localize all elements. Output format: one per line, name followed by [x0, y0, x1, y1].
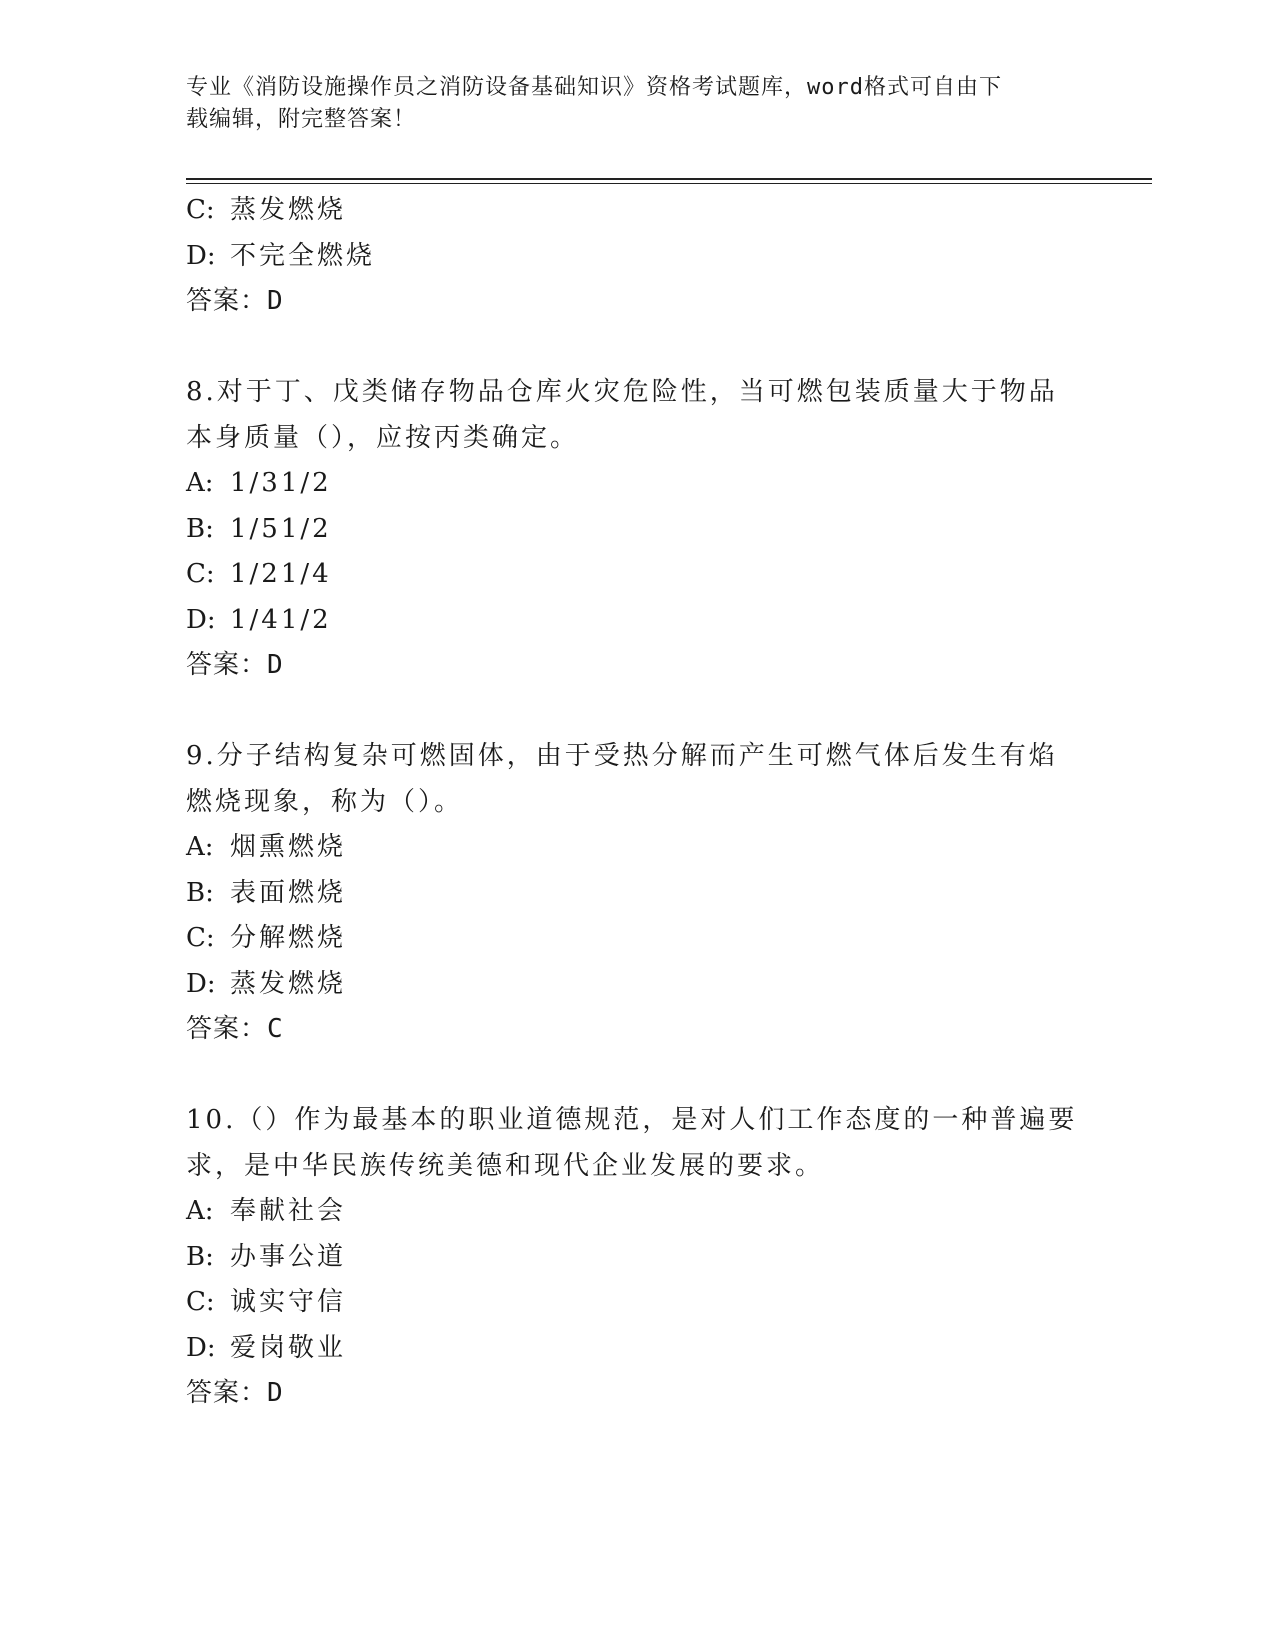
question-10 [186, 1098, 1086, 1417]
answer-line [186, 643, 1086, 689]
option-a [186, 461, 1086, 507]
option-label: D: [186, 604, 216, 635]
question-stem-line: 8.对于丁、戊类储存物品仓库火灾危险性，当可燃包装质量大于物品 [186, 377, 1058, 407]
answer-label: 答案： [186, 1014, 268, 1044]
option-label: D: [186, 240, 216, 271]
option-b [186, 507, 1086, 553]
question-content [186, 188, 1086, 1417]
option-text: 1/21/4 [230, 559, 332, 589]
answer-label: 答案： [186, 650, 268, 680]
option-label: B: [186, 513, 214, 544]
option-b [186, 871, 1086, 917]
answer-value: D [267, 1378, 284, 1408]
answer-label: 答案： [186, 286, 268, 316]
option-label: C: [186, 559, 215, 589]
header-rule-thick [186, 178, 1152, 180]
question-stem-line: 燃烧现象，称为（）。 [186, 786, 464, 817]
question-stem-line: 10.（）作为最基本的职业道德规范，是对人们工作态度的一种普遍要 [186, 1105, 1078, 1135]
option-text: 烟熏燃烧 [230, 832, 347, 862]
answer-value: C [267, 1014, 284, 1044]
option-text: 1/41/2 [230, 604, 332, 635]
answer-line [186, 1371, 1086, 1417]
option-d [186, 234, 1086, 280]
option-label: D: [186, 968, 216, 999]
option-a [186, 1189, 1086, 1235]
header-line-2: 载编辑，附完整答案！ [186, 107, 417, 132]
question-9 [186, 734, 1086, 1053]
question-8 [186, 370, 1086, 689]
spacer [186, 325, 1086, 371]
option-text: 分解燃烧 [230, 923, 347, 953]
option-c [186, 916, 1086, 962]
option-text: 爱岗敬业 [230, 1332, 347, 1363]
option-text: 表面燃烧 [230, 877, 347, 908]
option-label: B: [186, 1241, 214, 1272]
option-label: A: [186, 832, 214, 862]
option-d [186, 598, 1086, 644]
answer-label: 答案： [186, 1378, 268, 1408]
option-c [186, 552, 1086, 598]
option-c [186, 1280, 1086, 1326]
option-d [186, 962, 1086, 1008]
question-stem-line: 9.分子结构复杂可燃固体，由于受热分解而产生可燃气体后发生有焰 [186, 741, 1058, 771]
question-stem-line: 求，是中华民族传统美德和现代企业发展的要求。 [186, 1150, 825, 1181]
option-a [186, 825, 1086, 871]
option-text: 蒸发燃烧 [230, 195, 347, 225]
document-header [186, 72, 1066, 136]
answer-value: D [267, 286, 284, 316]
spacer [186, 1053, 1086, 1099]
question-stem-line: 本身质量（），应按丙类确定。 [186, 422, 580, 453]
header-line-1: 专业《消防设施操作员之消防设备基础知识》资格考试题库，word格式可自由下 [186, 75, 1002, 100]
option-text: 1/51/2 [230, 513, 332, 544]
option-c [186, 188, 1086, 234]
header-rule-thin [186, 183, 1152, 184]
option-text: 奉献社会 [230, 1196, 347, 1226]
option-d [186, 1326, 1086, 1372]
option-text: 1/31/2 [230, 468, 332, 498]
option-label: C: [186, 195, 215, 225]
option-label: C: [186, 1287, 215, 1317]
continued-question [186, 188, 1086, 325]
spacer [186, 689, 1086, 735]
option-text: 诚实守信 [230, 1287, 347, 1317]
answer-line [186, 1007, 1086, 1053]
option-text: 不完全燃烧 [230, 240, 376, 271]
option-b [186, 1235, 1086, 1281]
option-label: A: [186, 468, 214, 498]
option-text: 蒸发燃烧 [230, 968, 347, 999]
option-label: D: [186, 1332, 216, 1363]
option-label: C: [186, 923, 215, 953]
answer-line [186, 279, 1086, 325]
option-text: 办事公道 [230, 1241, 347, 1272]
option-label: A: [186, 1196, 214, 1226]
option-label: B: [186, 877, 214, 908]
answer-value: D [267, 650, 284, 680]
